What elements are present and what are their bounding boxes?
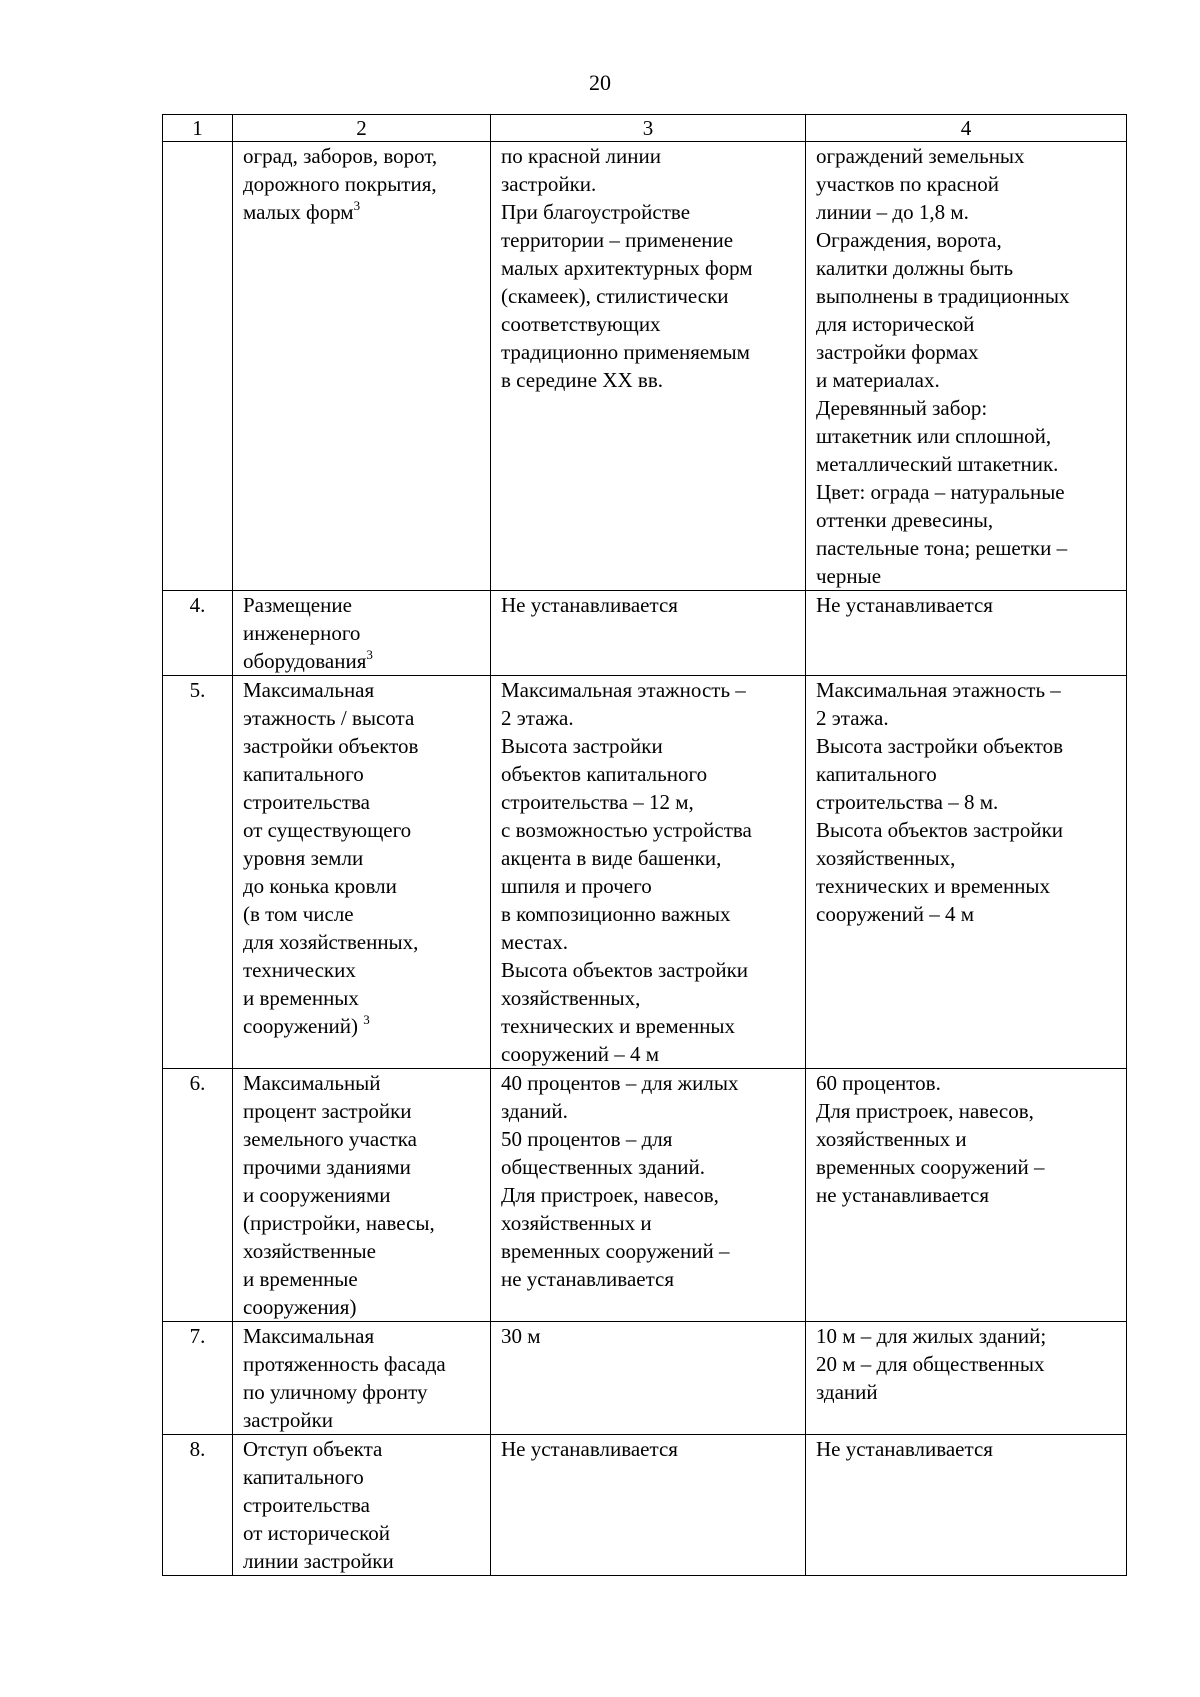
value-line: Высота застройки	[501, 734, 663, 758]
value-line: 20 м – для общественных	[816, 1352, 1045, 1376]
value-line: технических и временных	[501, 1014, 736, 1038]
parameter-line	[243, 1435, 480, 1463]
parameter-text: технических	[243, 958, 356, 982]
value-line: Для пристроек, навесов,	[816, 1099, 1034, 1123]
parameter-line	[243, 1491, 480, 1519]
row-number-cell: 5.	[163, 676, 233, 1069]
parameter-line	[243, 1322, 480, 1350]
parameter-text: дорожного покрытия,	[243, 172, 437, 196]
value-line: не устанавливается	[501, 1267, 674, 1291]
value-line: 50 процентов – для	[501, 1127, 673, 1151]
parameter-text: и сооружениями	[243, 1183, 391, 1207]
parameter-line	[243, 591, 480, 619]
table-row	[163, 1069, 1127, 1322]
value-cell-col4	[806, 1322, 1127, 1435]
parameter-line	[243, 732, 480, 760]
value-cell-col3	[491, 1435, 806, 1576]
value-line: Максимальная этажность –	[501, 678, 746, 702]
value-line: Цвет: ограда – натуральные	[816, 480, 1065, 504]
footnote-marker: 3	[363, 1012, 370, 1027]
footnote-marker: 3	[366, 647, 373, 662]
parameter-text: и временные	[243, 1267, 358, 1291]
row-number-cell: 4.	[163, 591, 233, 676]
value-line: зданий.	[501, 1099, 568, 1123]
row-number-cell: 8.	[163, 1435, 233, 1576]
value-line: ограждений земельных	[816, 144, 1025, 168]
header-cell: 2	[233, 115, 491, 142]
value-line: металлический штакетник.	[816, 452, 1059, 476]
value-line: 2 этажа.	[816, 706, 889, 730]
value-cell-col4	[806, 676, 1127, 1069]
value-line: и материалах.	[816, 368, 940, 392]
parameter-line	[243, 170, 480, 198]
value-cell-col3	[491, 1069, 806, 1322]
parameter-line	[243, 647, 480, 675]
value-line: Деревянный забор:	[816, 396, 988, 420]
parameter-text: для хозяйственных,	[243, 930, 419, 954]
parameter-line	[243, 1463, 480, 1491]
parameter-line	[243, 1209, 480, 1237]
parameter-text: процент застройки	[243, 1099, 412, 1123]
value-line: Не устанавливается	[501, 593, 678, 617]
parameter-cell	[233, 591, 491, 676]
value-cell-col4	[806, 142, 1127, 591]
value-line: технических и временных	[816, 874, 1051, 898]
value-line: участков по красной	[816, 172, 999, 196]
parameter-cell	[233, 1322, 491, 1435]
value-line: капитального	[816, 762, 937, 786]
parameter-text: земельного участка	[243, 1127, 417, 1151]
parameter-line	[243, 1069, 480, 1097]
value-line: строительства – 12 м,	[501, 790, 694, 814]
table-row	[163, 142, 1127, 591]
parameter-line	[243, 1181, 480, 1209]
parameter-line	[243, 956, 480, 984]
parameter-line	[243, 928, 480, 956]
value-line: оттенки древесины,	[816, 508, 994, 532]
parameter-line	[243, 760, 480, 788]
parameter-text: Максимальная	[243, 1324, 375, 1348]
parameter-text: инженерного	[243, 621, 361, 645]
parameter-line	[243, 1519, 480, 1547]
value-line: акцента в виде башенки,	[501, 846, 722, 870]
parameter-line	[243, 1350, 480, 1378]
value-line: сооружений – 4 м	[501, 1042, 660, 1066]
footnote-marker: 3	[353, 198, 361, 213]
parameter-line	[243, 984, 480, 1012]
value-line: застройки.	[501, 172, 597, 196]
parameter-line	[243, 676, 480, 704]
parameter-line	[243, 198, 480, 226]
value-cell-col4	[806, 1069, 1127, 1322]
value-line: временных сооружений –	[816, 1155, 1045, 1179]
parameter-text: линии застройки	[243, 1549, 394, 1573]
table-row	[163, 1322, 1127, 1435]
parameter-text: хозяйственные	[243, 1239, 376, 1263]
parameter-text: (пристройки, навесы,	[243, 1211, 435, 1235]
parameter-text: капитального	[243, 762, 364, 786]
value-line: сооружений – 4 м	[816, 902, 975, 926]
value-line: 10 м – для жилых зданий;	[816, 1324, 1047, 1348]
value-line: линии – до 1,8 м.	[816, 200, 969, 224]
parameter-line	[243, 1125, 480, 1153]
page-number: 20	[589, 70, 611, 95]
table-row	[163, 591, 1127, 676]
value-cell-col4	[806, 591, 1127, 676]
header-cell: 1	[163, 115, 233, 142]
parameter-cell	[233, 142, 491, 591]
value-line: территории – применение	[501, 228, 734, 252]
value-line: хозяйственных и	[816, 1127, 967, 1151]
parameter-text: прочими зданиями	[243, 1155, 411, 1179]
regulations-table	[162, 114, 1127, 1576]
value-line: для исторической	[816, 312, 975, 336]
value-line: Для пристроек, навесов,	[501, 1183, 719, 1207]
table-row	[163, 1435, 1127, 1576]
parameter-text: сооружений)	[243, 1014, 364, 1038]
value-line: малых архитектурных форм	[501, 256, 753, 280]
value-cell-col4	[806, 1435, 1127, 1576]
value-line: калитки должны быть	[816, 256, 1014, 280]
value-line: 60 процентов.	[816, 1071, 941, 1095]
row-number-cell: 6.	[163, 1069, 233, 1322]
value-line: 2 этажа.	[501, 706, 574, 730]
value-line: шпиля и прочего	[501, 874, 652, 898]
value-line: пастельные тона; решетки –	[816, 536, 1068, 560]
parameter-text: Размещение	[243, 593, 352, 617]
parameter-text: от исторической	[243, 1521, 390, 1545]
value-line: объектов капитального	[501, 762, 708, 786]
parameter-line	[243, 1012, 480, 1040]
parameter-text: Максимальная	[243, 678, 375, 702]
value-line: по красной линии	[501, 144, 661, 168]
parameter-text: оград, заборов, ворот,	[243, 144, 438, 168]
value-line: общественных зданий.	[501, 1155, 706, 1179]
parameter-text: от существующего	[243, 818, 412, 842]
parameter-line	[243, 619, 480, 647]
value-line: строительства – 8 м.	[816, 790, 999, 814]
parameter-text: протяженность фасада	[243, 1352, 446, 1376]
value-line: хозяйственных,	[501, 986, 641, 1010]
parameter-line	[243, 844, 480, 872]
value-line: Не устанавливается	[816, 593, 993, 617]
parameter-line	[243, 872, 480, 900]
value-line: традиционно применяемым	[501, 340, 750, 364]
parameter-line	[243, 142, 480, 170]
parameter-text: строительства	[243, 1493, 371, 1517]
parameter-cell	[233, 1435, 491, 1576]
parameter-text: (в том числе	[243, 902, 354, 926]
header-cell: 3	[491, 115, 806, 142]
parameter-cell	[233, 1069, 491, 1322]
parameter-line	[243, 1097, 480, 1125]
value-line: в композиционно важных	[501, 902, 731, 926]
value-line: штакетник или сплошной,	[816, 424, 1052, 448]
value-line: (скамеек), стилистически	[501, 284, 729, 308]
parameter-line	[243, 1378, 480, 1406]
parameter-text: Максимальный	[243, 1071, 381, 1095]
value-line: Высота объектов застройки	[501, 958, 749, 982]
value-cell-col3	[491, 676, 806, 1069]
value-line: зданий	[816, 1380, 878, 1404]
parameter-text: этажность / высота	[243, 706, 415, 730]
value-line: застройки формах	[816, 340, 979, 364]
value-line: черные	[816, 564, 882, 588]
value-line: 30 м	[501, 1324, 541, 1348]
parameter-line	[243, 1547, 480, 1575]
value-line: хозяйственных,	[816, 846, 956, 870]
value-line: Максимальная этажность –	[816, 678, 1061, 702]
value-line: в середине XX вв.	[501, 368, 664, 392]
parameter-text: до конька кровли	[243, 874, 397, 898]
parameter-line	[243, 816, 480, 844]
value-line: Высота застройки объектов	[816, 734, 1064, 758]
table-row	[163, 676, 1127, 1069]
parameter-cell	[233, 676, 491, 1069]
parameter-text: малых форм	[243, 200, 354, 224]
value-line: выполнены в традиционных	[816, 284, 1070, 308]
parameter-text: застройки объектов	[243, 734, 419, 758]
value-line: 40 процентов – для жилых	[501, 1071, 739, 1095]
row-number-cell: 7.	[163, 1322, 233, 1435]
value-line: Ограждения, ворота,	[816, 228, 1002, 252]
table-body	[163, 142, 1127, 1576]
parameter-text: капитального	[243, 1465, 364, 1489]
value-line: Не устанавливается	[501, 1437, 678, 1461]
value-line: Не устанавливается	[816, 1437, 993, 1461]
parameter-line	[243, 1237, 480, 1265]
parameter-text: строительства	[243, 790, 371, 814]
value-line: Высота объектов застройки	[816, 818, 1064, 842]
header-cell: 4	[806, 115, 1127, 142]
value-line: местах.	[501, 930, 568, 954]
parameter-line	[243, 788, 480, 816]
parameter-line	[243, 1406, 480, 1434]
value-line: хозяйственных и	[501, 1211, 652, 1235]
parameter-text: уровня земли	[243, 846, 364, 870]
value-line: При благоустройстве	[501, 200, 691, 224]
parameter-text: Отступ объекта	[243, 1437, 383, 1461]
parameter-text: сооружения)	[243, 1295, 357, 1319]
parameter-line	[243, 704, 480, 732]
row-number-cell	[163, 142, 233, 591]
value-cell-col3	[491, 142, 806, 591]
parameter-line	[243, 900, 480, 928]
parameter-line	[243, 1153, 480, 1181]
parameter-text: застройки	[243, 1408, 334, 1432]
parameter-text: и временных	[243, 986, 359, 1010]
parameter-line	[243, 1265, 480, 1293]
value-cell-col3	[491, 1322, 806, 1435]
table-header-row	[163, 115, 1127, 142]
parameter-text: оборудования	[243, 649, 367, 673]
value-cell-col3	[491, 591, 806, 676]
value-line: соответствующих	[501, 312, 661, 336]
parameter-line	[243, 1293, 480, 1321]
parameter-text: по уличному фронту	[243, 1380, 428, 1404]
value-line: не устанавливается	[816, 1183, 989, 1207]
value-line: временных сооружений –	[501, 1239, 730, 1263]
value-line: с возможностью устройства	[501, 818, 752, 842]
